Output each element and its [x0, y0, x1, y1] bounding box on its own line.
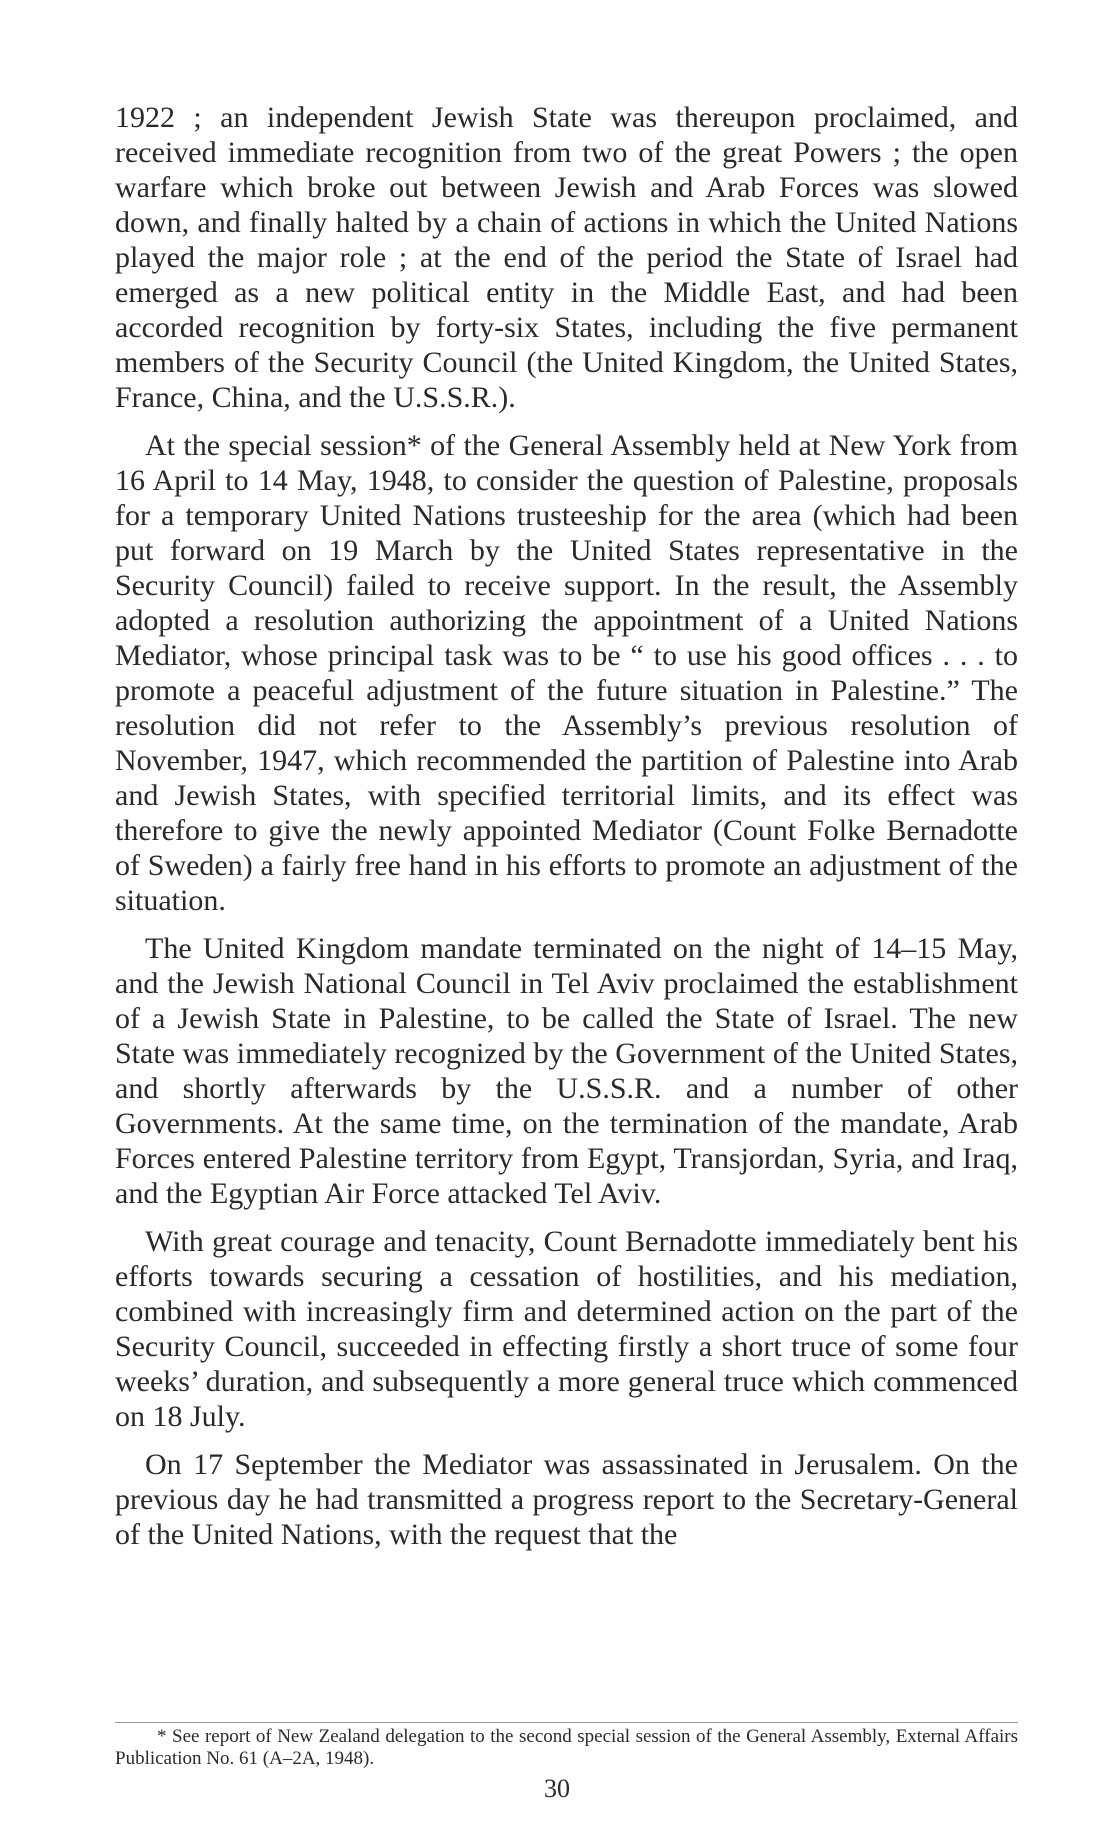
paragraph-special-session: At the special session* of the General Assembly held at New York from 16 April to 14 May, 1948, to consider the question of Palestine, proposals for a temporary United Nations trusteeship for the area (which had been put forward on 19 March by the United States representative in the Security Council) failed to receive support. In the result, the Assembly adopted a resolution authorizing the appointment of a United Nations Mediator, whose principal task was to be “ to use his good offices . . . to promote a peaceful adjustment of the future situation in Palestine.” The resolution did not refer to the Assembly’s previous resolution of November, 1947, which recommended the partition of Palestine into Arab and Jewish States, with specified territorial limits, and its effect was therefore to give the newly appointed Mediator (Count Folke Bernadotte of Sweden) a fairly free hand in his efforts to promote an adjustment of the situation.	[115, 429, 1018, 917]
paragraph-mandate-termination: The United Kingdom mandate terminated on the night of 14–15 May, and the Jewish National Council in Tel Aviv proclaimed the establishment of a Jewish State in Palestine, to be called the State of Israel. The new State was immediately recognized by the Government of the United States, and shortly afterwards by the U.S.S.R. and a number of other Governments. At the same time, on the termination of the mandate, Arab Forces entered Palestine territory from Egypt, Transjordan, Syria, and Iraq, and the Egyptian Air Force attacked Tel Aviv.	[115, 932, 1018, 1210]
body-text	[115, 100, 1018, 1565]
footnote-divider	[115, 1722, 1018, 1723]
page-number: 30	[544, 1774, 570, 1803]
paragraph-1922-israel-emergence: 1922 ; an independent Jewish State was thereupon proclaimed, and received immediate recognition from two of the great Powers ; the open warfare which broke out between Jewish and Arab Forces was slowed down, and finally halted by a chain of actions in which the United Nations played the major role ; at the end of the period the State of Israel had emerged as a new political entity in the Middle East, and had been accorded recognition by forty-six States, including the five permanent members of the Security Council (the United Kingdom, the United States, France, China, and the U.S.S.R.).	[115, 101, 1018, 414]
paragraph-mediator-assassination: On 17 September the Mediator was assassinated in Jerusalem. On the previous day he had transmitted a progress report to the Secretary-General of the United Nations, with the request that the	[115, 1448, 1018, 1551]
paragraph-bernadotte-truce: With great courage and tenacity, Count Bernadotte immediately bent his efforts towards securing a cessation of hostilities, and his mediation, combined with increasingly firm and determined action on the part of the Security Council, succeeded in effecting firstly a short truce of some four weeks’ duration, and subsequently a more general truce which commenced on 18 July.	[115, 1225, 1018, 1433]
footnote: * See report of New Zealand delegation to the second special session of the General Assembly, External Affairs Publication No. 61 (A–2A, 1948).	[115, 1726, 1018, 1769]
